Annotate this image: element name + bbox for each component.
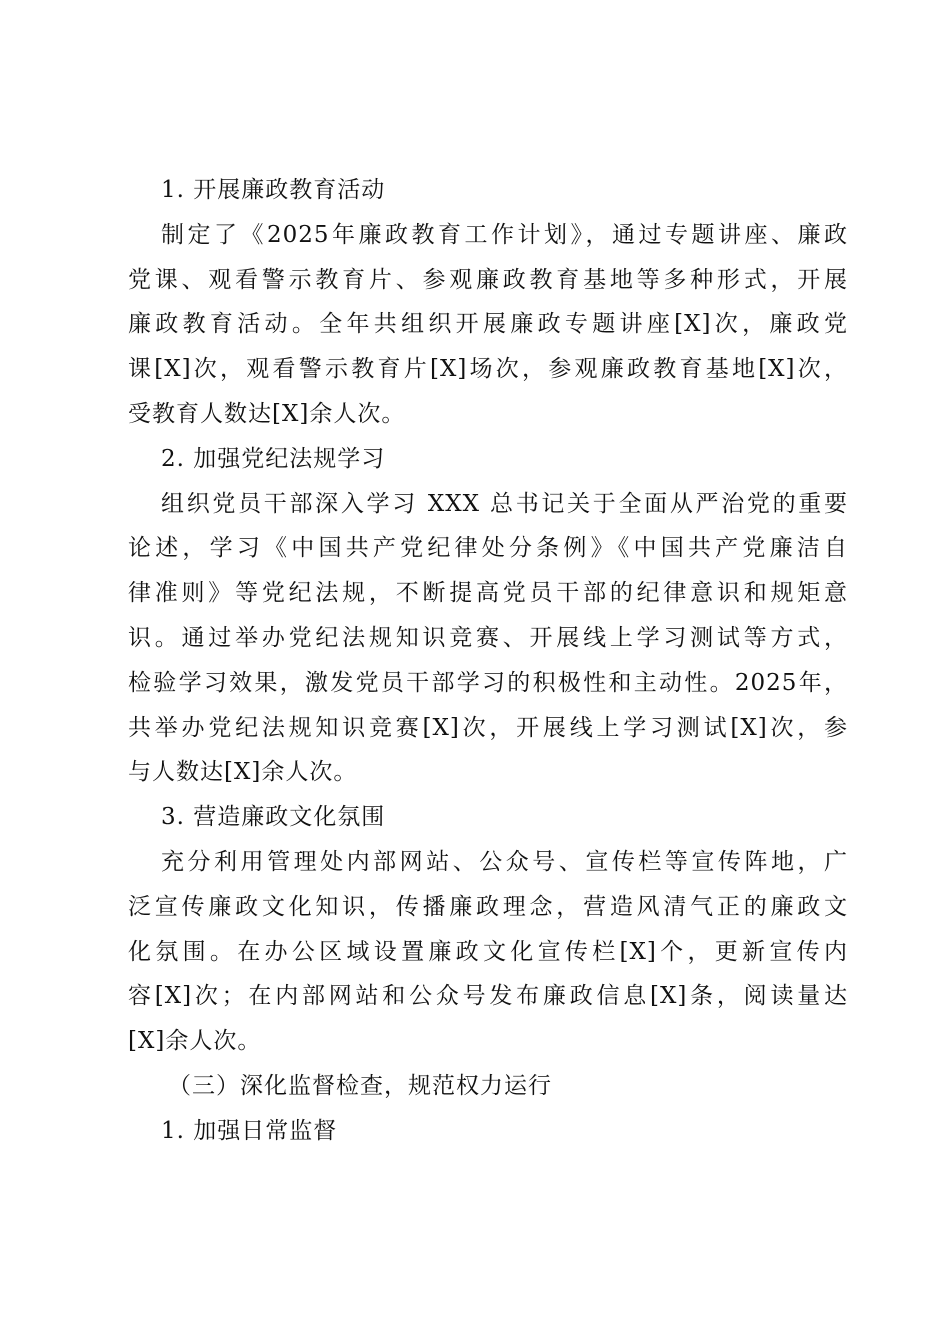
text-line: 化氛围。在办公区域设置廉政文化宣传栏[X]个，更新宣传内 [128,938,848,965]
text-line: 廉政教育活动。全年共组织开展廉政专题讲座[X]次，廉政党 [128,311,848,338]
text-line: 党课、观看警示教育片、参观廉政教育基地等多种形式，开展 [128,266,848,293]
body-paragraph [128,213,848,437]
text-line: 3. 营造廉政文化氛围 [161,804,386,831]
subheading [128,795,848,840]
text-line: 充分利用管理处内部网站、公众号、宣传栏等宣传阵地，广 [161,848,848,875]
text-line: 泛宣传廉政文化知识，传播廉政理念，营造风清气正的廉政文 [128,893,848,920]
text-line: 容[X]次；在内部网站和公众号发布廉政信息[X]条，阅读量达 [128,983,848,1010]
text-line: 1. 加强日常监督 [161,1117,338,1144]
text-line: [X]余人次。 [128,1028,262,1055]
section-heading [128,1064,848,1109]
text-line: 2. 加强党纪法规学习 [161,445,386,472]
text-line: （三）深化监督检查，规范权力运行 [168,1072,552,1099]
text-line: 共举办党纪法规知识竞赛[X]次，开展线上学习测试[X]次，参 [128,714,848,741]
text-line: 与人数达[X]余人次。 [128,759,358,786]
text-line: 论述，学习《中国共产党纪律处分条例》《中国共产党廉洁自 [128,535,848,562]
text-line: 1. 开展廉政教育活动 [161,177,386,203]
text-line: 课[X]次，观看警示教育片[X]场次，参观廉政教育基地[X]次， [128,356,848,383]
subheading [128,437,848,482]
subheading [128,1109,848,1154]
text-line: 律准则》等党纪法规，不断提高党员干部的纪律意识和规矩意 [128,580,848,607]
text-line: 组织党员干部深入学习 XXX 总书记关于全面从严治党的重要 [161,490,848,517]
text-line: 受教育人数达[X]余人次。 [128,400,406,427]
text-line: 制定了《2025年廉政教育工作计划》，通过专题讲座、廉政 [161,221,848,248]
body-paragraph [128,840,848,1064]
text-line: 识。通过举办党纪法规知识竞赛、开展线上学习测试等方式， [128,624,848,651]
text-line: 检验学习效果，激发党员干部学习的积极性和主动性。2025年， [128,669,848,696]
subheading [128,168,848,213]
body-paragraph [128,482,848,796]
document-page [128,168,848,1154]
